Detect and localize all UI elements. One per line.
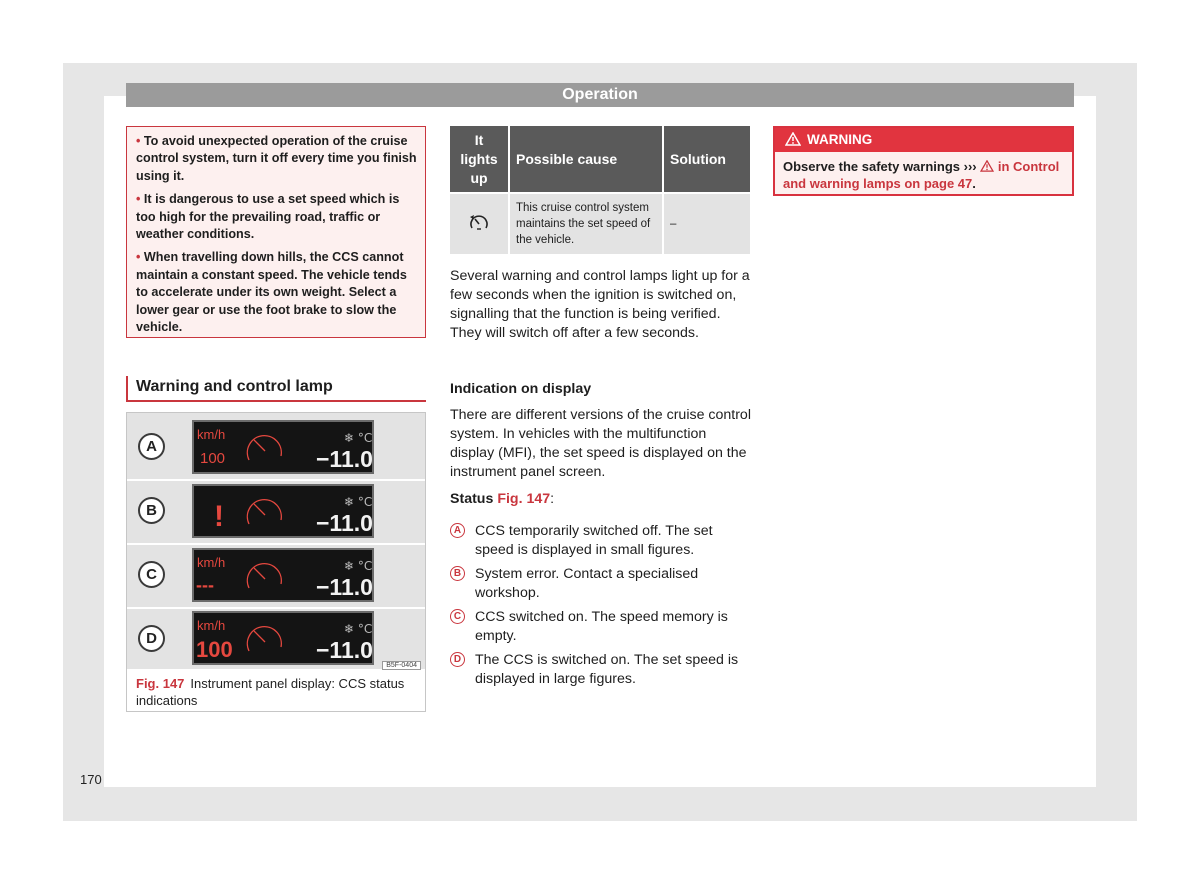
lamp-table-header-row <box>450 126 750 193</box>
svg-text:−11.0: −11.0 <box>316 510 372 536</box>
status-item-text: System error. Contact a specialised workshop. <box>475 566 699 601</box>
status-letter-a: A <box>450 523 465 538</box>
lamp-icon-cell <box>450 193 509 254</box>
status-item-text: The CCS is switched on. The set speed is displayed in large figures. <box>475 652 739 687</box>
status-line <box>450 490 554 509</box>
status-colon: : <box>550 491 555 507</box>
figure-caption <box>136 675 420 709</box>
lamp-table-header-solution: Solution <box>663 126 750 193</box>
display-graphic-c <box>194 550 372 600</box>
figure-caption-label: Fig. 147 <box>136 676 185 691</box>
display-heading: Indication on display <box>450 381 592 397</box>
instrument-display-a <box>192 420 374 474</box>
warning-text-suffix: . <box>972 176 976 191</box>
status-badge-c: C <box>138 561 165 588</box>
speedometer-dial-icon <box>247 564 281 588</box>
status-item-text: CCS temporarily switched off. The set speed is displayed in small figures. <box>475 523 713 558</box>
caution-item-text: To avoid unexpected operation of the cruise control system, turn it off every time you finish using it. <box>136 134 417 183</box>
warning-triangle-icon <box>980 160 994 172</box>
status-letter-d: D <box>450 652 465 667</box>
svg-text:❄ °C: ❄ °C <box>344 622 372 636</box>
list-item <box>450 651 750 691</box>
svg-text:−11.0: −11.0 <box>316 446 372 472</box>
svg-text:km/h: km/h <box>197 427 226 442</box>
svg-text:---: --- <box>196 575 214 595</box>
display-row-a <box>127 416 425 476</box>
lamp-table-header-lights: It lights up <box>450 126 509 193</box>
instrument-display-c <box>192 548 374 602</box>
figure-code: B5F-0404 <box>382 661 421 670</box>
list-item <box>450 608 750 648</box>
display-graphic-b <box>194 486 372 536</box>
status-badge-b: B <box>138 497 165 524</box>
display-graphic-d <box>194 613 372 663</box>
figure-147 <box>126 412 426 712</box>
speedometer-dial-icon <box>247 500 281 524</box>
speedometer-dial-icon <box>247 627 281 651</box>
section-heading: Warning and control lamp <box>126 376 426 402</box>
status-item-text: CCS switched on. The speed memory is empty. <box>475 609 728 644</box>
lamp-table <box>450 126 750 254</box>
status-fig-ref: Fig. 147 <box>497 491 551 507</box>
lamp-cause-cell: This cruise control system maintains the set speed of the vehicle. <box>509 193 663 254</box>
warning-text-prefix: Observe the safety warnings ››› <box>783 159 977 174</box>
display-row-c <box>127 544 425 604</box>
list-item <box>450 522 750 562</box>
figure-caption-text: Instrument panel display: CCS status indications <box>136 676 405 708</box>
warning-title: WARNING <box>807 132 873 147</box>
instrument-display-d <box>192 611 374 665</box>
caution-item-text: When travelling down hills, the CCS cannot maintain a constant speed. The vehicle tends to accelerate under its own weight. Select a lower gear or use the foot brake to slow the vehicle. <box>136 250 407 335</box>
status-letter-c: C <box>450 609 465 624</box>
svg-text:−11.0: −11.0 <box>316 574 372 600</box>
page-header-title: Operation <box>126 83 1074 107</box>
cruise-control-lamp-icon <box>468 212 490 232</box>
display-row-d <box>127 608 425 668</box>
svg-text:!: ! <box>214 500 224 533</box>
warning-box <box>773 126 1074 196</box>
warning-header <box>775 128 1072 152</box>
lamp-solution-cell: – <box>663 193 750 254</box>
status-badge-a: A <box>138 433 165 460</box>
svg-text:−11.0: −11.0 <box>316 637 372 663</box>
display-row-b <box>127 480 425 540</box>
caution-item: • To avoid unexpected operation of the cruise control system, turn it off every time you finish using it. <box>136 134 417 183</box>
caution-item: • It is dangerous to use a set speed which is too high for the prevailing road, traffic or weather conditions. <box>136 192 400 242</box>
page-number: 170 <box>80 772 102 787</box>
svg-text:❄ °C: ❄ °C <box>344 495 372 509</box>
warning-triangle-icon <box>785 132 801 146</box>
instrument-display-b <box>192 484 374 538</box>
warning-link[interactable]: in Control and warning lamps on page 47 <box>783 159 1060 191</box>
svg-text:km/h: km/h <box>197 618 226 633</box>
status-label: Status <box>450 491 494 507</box>
status-letter-b: B <box>450 566 465 581</box>
svg-text:100: 100 <box>200 450 226 467</box>
intro-paragraph: Several warning and control lamps light up for a few seconds when the ignition is switched on, signalling that the function is being verified. They will switch off after a few seconds. <box>450 268 750 341</box>
svg-text:❄ °C: ❄ °C <box>344 431 372 445</box>
svg-text:100: 100 <box>196 637 233 662</box>
caution-item: • When travelling down hills, the CCS cannot maintain a constant speed. The vehicle tends to accelerate under its own weight. Select a lower gear or use the foot brake to slow the vehicle. <box>136 250 407 335</box>
svg-text:km/h: km/h <box>197 555 226 570</box>
caution-box <box>126 126 426 338</box>
lamp-table-header-cause: Possible cause <box>509 126 663 193</box>
display-graphic-a <box>194 422 372 472</box>
display-paragraph: There are different versions of the cruise control system. In vehicles with the multifunction display (MFI), the set speed is displayed on the instrument panel screen. <box>450 407 751 480</box>
table-row <box>450 193 750 254</box>
caution-item-text: It is dangerous to use a set speed which is too high for the prevailing road, traffic or weather conditions. <box>136 192 400 242</box>
svg-text:❄ °C: ❄ °C <box>344 559 372 573</box>
warning-body <box>775 152 1072 192</box>
status-badge-d: D <box>138 625 165 652</box>
figure-image-area <box>127 413 425 669</box>
speedometer-dial-icon <box>247 436 281 460</box>
list-item <box>450 565 750 605</box>
